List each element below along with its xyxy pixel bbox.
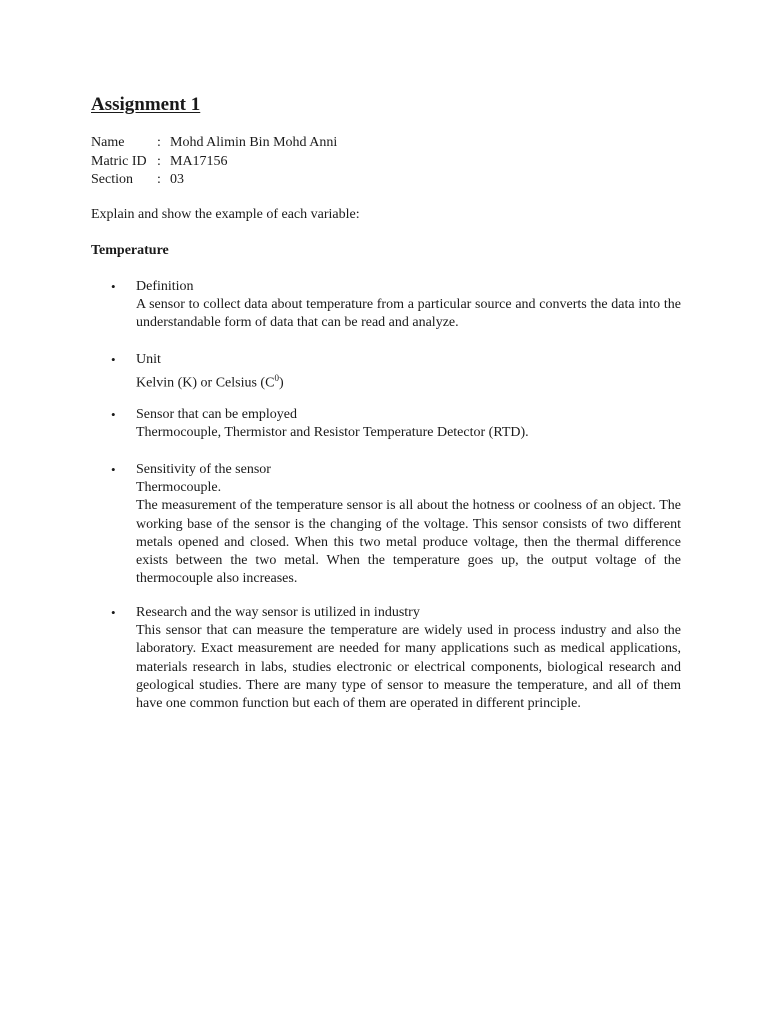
item-title: Sensor that can be employed (136, 407, 297, 422)
unit-superscript: 0 (274, 373, 279, 384)
bullet-icon: • (111, 462, 116, 477)
item-title: Research and the way sensor is utilized in industry (136, 605, 420, 620)
bullet-icon: • (111, 279, 116, 294)
info-row-name (91, 134, 337, 153)
item-text: Thermocouple, Thermistor and Resistor Temperature Detector (RTD). (136, 425, 529, 441)
info-value: Mohd Alimin Bin Mohd Anni (170, 135, 338, 150)
instruction-text: Explain and show the example of each variable: (91, 207, 360, 222)
list-item-unit (111, 351, 681, 393)
section-heading: Temperature (91, 243, 169, 258)
item-title: Definition (136, 279, 194, 294)
info-separator: : (157, 172, 161, 187)
item-text: A sensor to collect data about temperature from a particular source and converts the data into the understandable form of data that can be read and analyze. (136, 297, 681, 331)
list-item-research (111, 604, 681, 713)
unit-text-suffix: ) (278, 375, 284, 391)
info-label: Section (91, 172, 133, 187)
info-value: MA17156 (170, 153, 228, 169)
list-item-definition (111, 278, 681, 333)
item-title: Unit (136, 352, 161, 367)
item-text: The measurement of the temperature sensor is all about the hotness or coolness of an object. The working base of the sensor is the changing of the voltage. This sensor consists of two different metals opened and closed. When this two metal produce voltage, then the thermal difference exists between the two metal. When the temperature goes up, the output voltage of the thermocouple also increases. (136, 498, 681, 587)
bullet-icon: • (111, 407, 116, 422)
info-row-matric-id (91, 153, 337, 172)
info-separator: : (157, 135, 161, 150)
bullet-icon: • (111, 605, 116, 620)
item-text: This sensor that can measure the temperature are widely used in process industry and also the laboratory. Exact measurement are needed for many applications such as medical applications, materials research in labs, studies electronic or electrical components, biological research and geological studies. There are many type of sensor to measure the temperature, and all of them have one common function but each of them are operated in different principle. (136, 623, 681, 712)
item-text (136, 369, 681, 393)
info-label: Matric ID (91, 153, 147, 169)
item-subtitle: Thermocouple. (136, 480, 222, 496)
assignment-title: Assignment 1 (91, 94, 201, 115)
list-item-sensitivity (111, 461, 681, 588)
info-value: 03 (170, 172, 184, 187)
info-separator: : (157, 153, 161, 169)
bullet-icon: • (111, 352, 116, 367)
info-row-section (91, 171, 337, 190)
info-label: Name (91, 135, 125, 150)
unit-text-prefix: Kelvin (K) or Celsius (C (136, 375, 275, 391)
list-item-sensor-employed (111, 406, 681, 442)
student-info (91, 134, 337, 190)
item-title: Sensitivity of the sensor (136, 462, 271, 477)
